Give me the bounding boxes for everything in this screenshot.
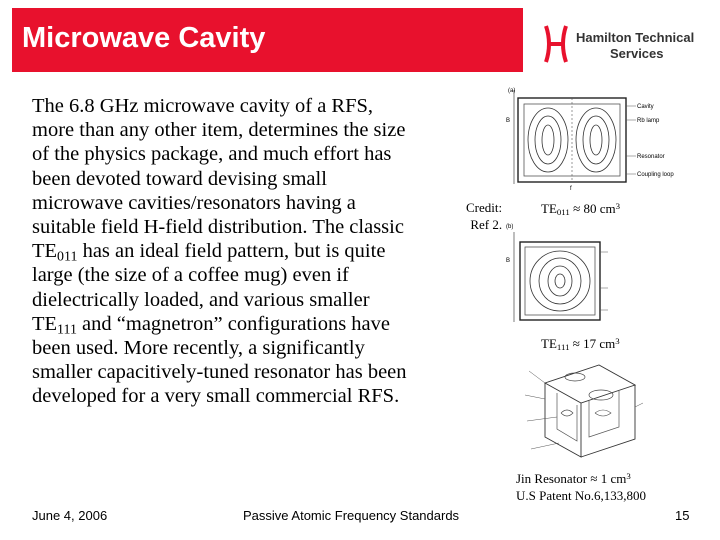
te111-cavity-diagram bbox=[504, 218, 640, 330]
slide-number: 15 bbox=[675, 508, 690, 523]
body-line: been devoted toward devising small bbox=[32, 167, 327, 190]
slide-title: Microwave Cavity bbox=[22, 22, 266, 54]
body-line: $TE_{011}$ has an ideal field pattern, but is quite bbox=[32, 240, 386, 265]
company-logo bbox=[540, 20, 710, 70]
body-text bbox=[32, 94, 507, 409]
body-line: more than any other item, determines the size bbox=[32, 119, 406, 142]
svg-text:B: B bbox=[506, 258, 511, 264]
body-line: developed for a very small commercial RFS. bbox=[32, 385, 400, 408]
svg-text:Coupling loop: Coupling loop bbox=[637, 172, 674, 178]
patent-number: U.S Patent No.6,133,800 bbox=[516, 488, 646, 503]
logo-name-line1: Hamilton Technical bbox=[576, 30, 695, 45]
svg-text:(b): (b) bbox=[506, 224, 514, 230]
jin-resonator-svg bbox=[515, 355, 645, 465]
te111-diagram-svg bbox=[504, 218, 640, 330]
svg-text:Rb lamp: Rb lamp bbox=[637, 118, 660, 124]
svg-text:Resonator: Resonator bbox=[637, 154, 665, 160]
te011-cavity-diagram bbox=[504, 84, 674, 196]
svg-text:(a): (a) bbox=[508, 88, 516, 94]
body-line: The 6.8 GHz microwave cavity of a RFS, bbox=[32, 95, 374, 117]
body-line: $TE_{111}$ and “magnetron” configurations have bbox=[32, 312, 390, 338]
footer-date: June 4, 2006 bbox=[32, 508, 108, 523]
body-line: dielectrically loaded, and various smaller bbox=[32, 288, 370, 311]
svg-text:f: f bbox=[570, 186, 572, 192]
logo-name-line2: Services bbox=[610, 46, 664, 61]
body-line: suitable field H-field distribution. The classic bbox=[32, 216, 404, 239]
body-line: large (the size of a coffee mug) even if bbox=[32, 264, 349, 287]
svg-text:B: B bbox=[506, 118, 511, 124]
body-line: been used. More recently, a significantly bbox=[32, 337, 365, 360]
body-line: microwave cavities/resonators having a bbox=[32, 191, 356, 214]
te011-diagram-svg bbox=[504, 84, 674, 196]
jin-resonator-drawing bbox=[515, 355, 645, 465]
hts-logo-icon bbox=[540, 22, 576, 66]
te111-volume-label: $TE_{111} \approx 17$ $cm^3$ bbox=[541, 336, 620, 353]
body-line: of the physics package, and much effort has bbox=[32, 143, 392, 166]
te011-volume-label: $TE_{011} \approx 80$ $cm^3$ bbox=[541, 201, 621, 218]
jin-resonator-label: Jin Resonator ≈ 1 $cm^3$ U.S Patent No.6,133,800 bbox=[516, 471, 646, 503]
credit-note: Credit: Ref 2. bbox=[466, 200, 503, 232]
body-line: smaller capacitively-tuned resonator has been bbox=[32, 361, 407, 384]
footer-title: Passive Atomic Frequency Standards bbox=[243, 508, 460, 523]
svg-text:Cavity: Cavity bbox=[637, 104, 654, 110]
